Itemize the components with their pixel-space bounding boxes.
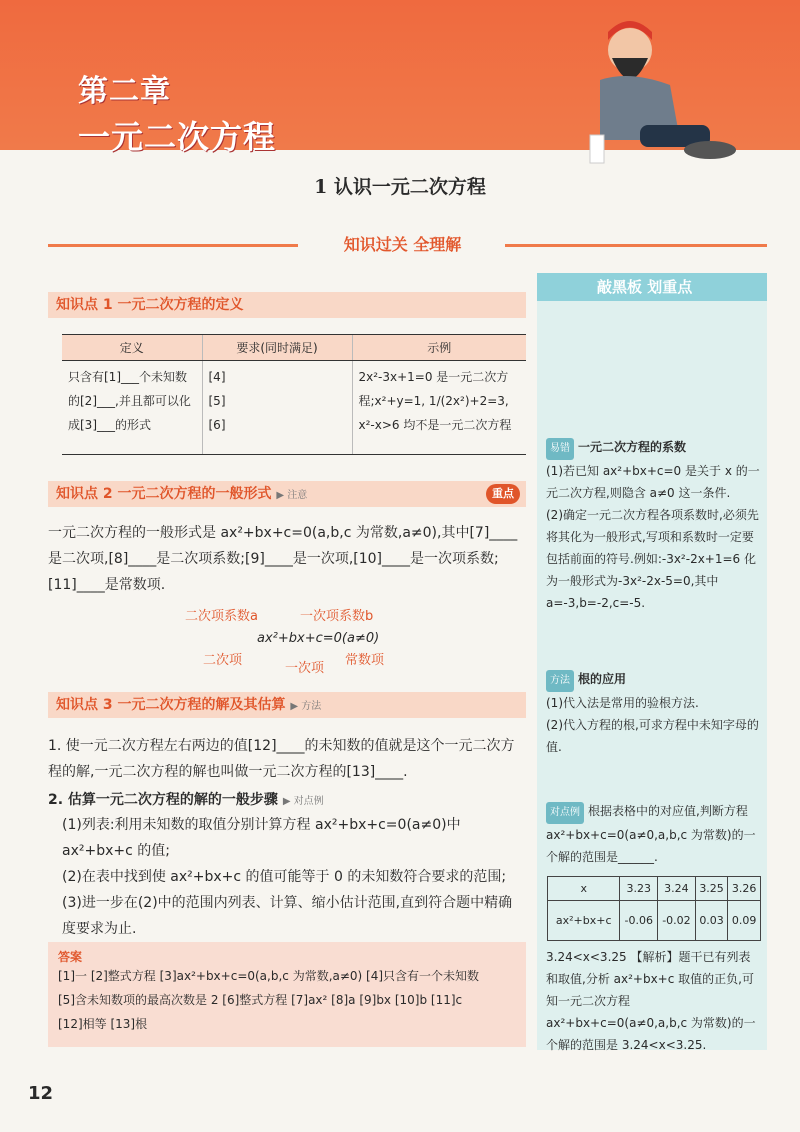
diagram-equation: ax²+bx+c=0(a≠0) <box>257 631 380 646</box>
block-text: (2)确定一元二次方程各项系数时,必须先将其化为一般形式,写项和系数时一定要包括前面的符号.例如:-3x²-2x+1=6 化为一般形式为-3x²-2x-5=0,其中a=-3,b=-2,c=-5. <box>546 508 759 610</box>
definition-table <box>62 334 526 455</box>
table-cell: ax²+bx+c <box>548 901 620 941</box>
block-text: (2)代入方程的根,可求方程中未知字母的值. <box>546 718 759 754</box>
table-header: 示例 <box>352 335 526 361</box>
chapter-title: 一元二次方程 <box>78 118 277 156</box>
table-header: 要求(同时满足) <box>202 335 352 361</box>
example-cell: 2x²-3x+1=0 是一元二次方程;x²+y=1, 1/(2x²)+2=3, x²-x>6 均不是一元二次方程 <box>352 361 526 455</box>
tag-badge: 方法 <box>546 670 574 692</box>
kp3-title: 知识点 3 一元二次方程的解及其估算 <box>56 697 286 713</box>
sidebar-answer: 3.24<x<3.25 【解析】题干已有列表和取值,分析 ax²+bx+c 取值的正负,可知一元二次方程 ax²+bx+c=0(a≠0,a,b,c 为常数)的一个解的范围是 3.24<x<3.25. <box>546 950 756 1052</box>
chapter-banner <box>0 0 800 156</box>
section-title: 1 认识一元二次方程 <box>314 176 486 198</box>
diagram-label: 一次项系数b <box>300 609 374 624</box>
definition-cell: 只含有[1]___个未知数的[2]___,并且都可以化成[3]___的形式 <box>62 361 202 455</box>
table-cell: 3.25 <box>695 877 728 901</box>
answer-line: [5]含未知数项的最高次数是 2 [6]整式方程 [7]ax² [8]a [9]bx [10]b [11]c <box>58 993 463 1007</box>
table-header: 定义 <box>62 335 202 361</box>
value-table <box>547 876 761 941</box>
divider <box>48 244 298 247</box>
sidebar-block-3 <box>546 800 760 868</box>
table-cell: 0.03 <box>695 901 728 941</box>
kp2-tag: ▶ 注意 <box>276 490 308 501</box>
ribbon-heading: 知识过关 全理解 <box>343 235 462 254</box>
answer-line: [1]一 [2]整式方程 [3]ax²+bx+c=0(a,b,c 为常数,a≠0) [4]只含有一个未知数 <box>58 969 480 983</box>
sidebar-heading: 敲黑板 划重点 <box>537 273 767 301</box>
kp3-p1: 1. 使一元二次方程左右两边的值[12]____的未知数的值就是这个一元二次方程的解,一元二次方程的解也叫做一元二次方程的[13]____. <box>48 738 515 780</box>
diagram-label: 一次项 <box>285 661 325 676</box>
req-blank: [5] <box>208 394 226 408</box>
page-number: 12 <box>28 1083 54 1104</box>
kp3-tag: ▶ 方法 <box>290 701 322 712</box>
req-blank: [6] <box>208 418 226 432</box>
tag-badge: 易错 <box>546 438 574 460</box>
req-blank: [4] <box>208 370 226 384</box>
diagram-label: 二次项 <box>203 653 243 668</box>
tag-badge: 对点例 <box>546 802 584 824</box>
answer-box <box>48 942 526 1047</box>
sidebar-block-2 <box>546 668 760 758</box>
kp3-p2-title-text: 2. 估算一元二次方程的解的一般步骤 <box>48 792 278 808</box>
step-1: (1)列表:利用未知数的取值分别计算方程 ax²+bx+c=0(a≠0)中 ax²+bx+c 的值; <box>62 817 461 859</box>
chapter-number: 第二章 <box>78 74 171 109</box>
block-title: 一元二次方程的系数 <box>578 440 687 454</box>
answer-line: [12]相等 [13]根 <box>58 1017 148 1031</box>
table-cell: x <box>548 877 620 901</box>
divider <box>505 244 767 247</box>
kp1-heading: 知识点 1 一元二次方程的定义 <box>48 292 526 318</box>
table-cell: -0.02 <box>658 901 696 941</box>
block-text: (1)若已知 ax²+bx+c=0 是关于 x 的一元二次方程,则隐含 a≠0 这一条件. <box>546 464 760 500</box>
illustration-man-icon <box>560 10 760 170</box>
general-form-diagram <box>185 605 415 675</box>
kp3-heading <box>48 692 526 718</box>
table-cell: -0.06 <box>620 901 658 941</box>
table-cell: 3.26 <box>728 877 761 901</box>
requirement-cell <box>202 361 352 455</box>
block-title: 根的应用 <box>578 672 627 686</box>
kp3-p2-title <box>48 787 526 815</box>
step-2: (2)在表中找到使 ax²+bx+c 的值可能等于 0 的未知数符合要求的范围; <box>62 869 507 885</box>
sidebar-block-1 <box>546 436 760 614</box>
kp2-heading <box>48 481 526 507</box>
key-point-badge: 重点 <box>486 484 520 504</box>
diagram-label: 常数项 <box>345 653 385 668</box>
table-cell: 3.23 <box>620 877 658 901</box>
kp2-body: 一元二次方程的一般形式是 ax²+bx+c=0(a,b,c 为常数,a≠0),其中[7]____是二次项,[8]____是二次项系数;[9]____是一次项,[10]____是一次项系数;[11]____是常数项. <box>48 525 518 593</box>
step-3: (3)进一步在(2)中的范围内列表、计算、缩小估计范围,直到符合题中精确度要求为止. <box>62 895 513 937</box>
table-cell: 3.24 <box>658 877 696 901</box>
block-text: (1)代入法是常用的验根方法. <box>546 696 699 710</box>
kp2-title: 知识点 2 一元二次方程的一般形式 <box>56 486 272 502</box>
answer-label: 答案 <box>58 950 83 964</box>
diagram-label: 二次项系数a <box>185 609 258 624</box>
block-text: 根据表格中的对应值,判断方程 ax²+bx+c=0(a≠0,a,b,c 为常数)的一个解的范围是______. <box>546 804 756 864</box>
kp3-p2-tag: ▶ 对点例 <box>282 796 324 807</box>
table-cell: 0.09 <box>728 901 761 941</box>
